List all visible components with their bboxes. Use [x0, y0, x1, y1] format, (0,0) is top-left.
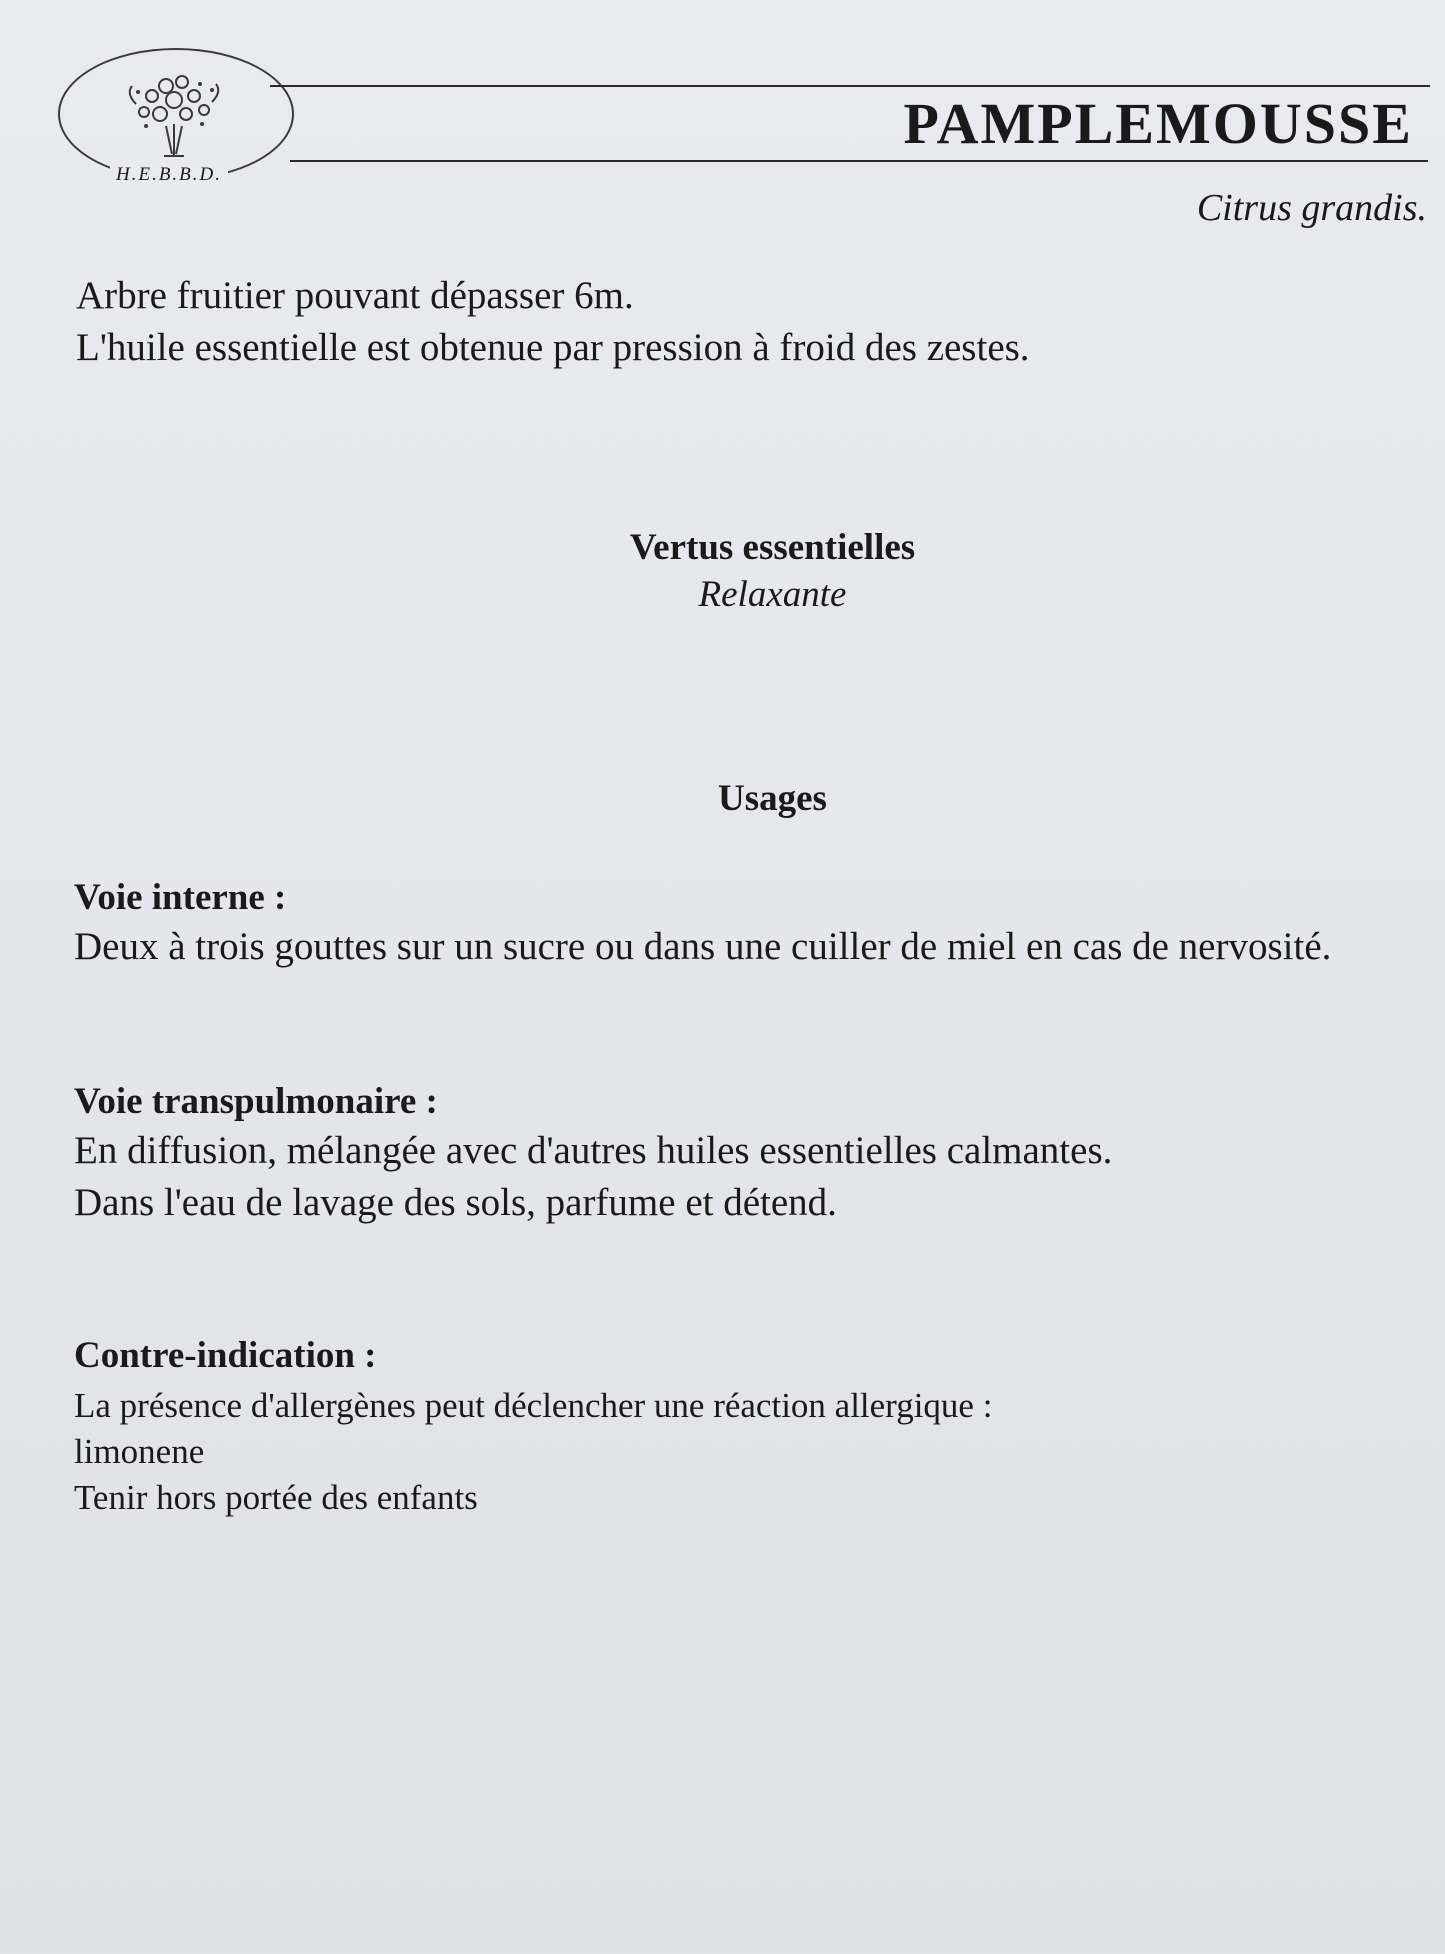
voie-transpulmonaire-label: Voie transpulmonaire : [74, 1081, 438, 1122]
voie-interne-section [74, 876, 1331, 973]
header-rule-top [270, 85, 1430, 87]
vertus-section [0, 526, 1445, 616]
contre-indication-label: Contre-indication : [74, 1335, 377, 1376]
vertus-value: Relaxante [698, 574, 847, 615]
contre-indication-line-3: Tenir hors portée des enfants [74, 1478, 478, 1517]
voie-transpulmonaire-line-2: Dans l'eau de lavage des sols, parfume et détend. [74, 1181, 837, 1224]
header-rule-bottom [290, 160, 1428, 162]
contre-indication-section [74, 1334, 992, 1521]
voie-interne-label: Voie interne : [74, 877, 287, 918]
voie-transpulmonaire-line-1: En diffusion, mélangée avec d'autres huiles essentielles calmantes. [74, 1129, 1113, 1172]
page-title: PAMPLEMOUSSE [903, 91, 1413, 156]
intro-line-1: Arbre fruitier pouvant dépasser 6m. [76, 274, 634, 317]
intro [76, 270, 1030, 374]
contre-indication-line-1: La présence d'allergènes peut déclencher une réaction allergique : [74, 1386, 993, 1425]
latin-name: Citrus grandis. [1196, 187, 1427, 229]
contre-indication-line-2: limonene [74, 1432, 205, 1471]
vertus-heading: Vertus essentielles [629, 527, 916, 568]
logo-text: H.E.B.B.D. [110, 164, 228, 186]
logo [58, 48, 298, 188]
flower-bouquet-icon [116, 64, 236, 164]
usages-heading: Usages [718, 778, 827, 819]
voie-interne-text: Deux à trois gouttes sur un sucre ou dans une cuiller de miel en cas de nervosité. [74, 925, 1332, 968]
intro-line-2: L'huile essentielle est obtenue par pression à froid des zestes. [76, 326, 1030, 369]
voie-transpulmonaire-section [74, 1080, 1112, 1229]
